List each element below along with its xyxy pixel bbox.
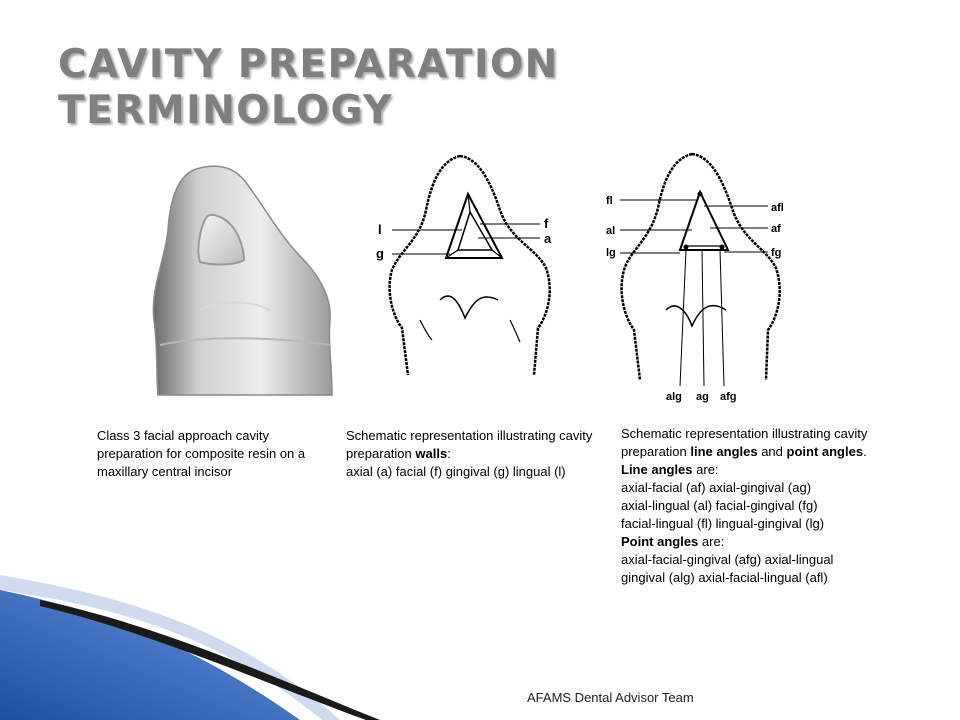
walls-schematic bbox=[370, 150, 570, 380]
label-lg: lg bbox=[606, 247, 616, 259]
caption-angles-end: . bbox=[863, 444, 867, 459]
label-f: f bbox=[544, 216, 549, 231]
title-line-1: CAVITY PREPARATION bbox=[58, 42, 559, 87]
outer-triangle bbox=[446, 194, 502, 258]
line-angles-2: axial-lingual (al) facial-gingival (fg) bbox=[621, 498, 818, 513]
caption-angles bbox=[621, 425, 881, 587]
point-angles-label: Point angles bbox=[621, 534, 699, 549]
line-angles-1: axial-facial (af) axial-gingival (ag) bbox=[621, 480, 812, 495]
line-angles-after: are: bbox=[692, 462, 719, 477]
tooth-photo bbox=[140, 160, 340, 400]
caption-angles-bold1: line angles bbox=[690, 444, 758, 459]
tooth-body bbox=[153, 166, 332, 395]
label-afl: afl bbox=[771, 202, 784, 214]
label-fl: fl bbox=[606, 195, 613, 207]
label-ag: ag bbox=[696, 391, 709, 403]
label-afg: afg bbox=[720, 391, 737, 403]
label-a: a bbox=[544, 231, 552, 246]
caption-angles-mid: and bbox=[757, 444, 787, 459]
line-angles-3: facial-lingual (fl) lingual-gingival (lg) bbox=[621, 516, 825, 531]
label-al: al bbox=[606, 225, 616, 237]
outer-triangle bbox=[680, 192, 728, 250]
page-title bbox=[58, 42, 818, 134]
caption-photo bbox=[97, 427, 329, 481]
caption-walls bbox=[346, 427, 596, 481]
caption-walls-bold: walls bbox=[415, 446, 448, 461]
angles-schematic bbox=[600, 150, 800, 410]
caption-photo-text: Class 3 facial approach cavity preparation for composite resin on a maxillary central incisor bbox=[97, 428, 306, 479]
tooth-outline bbox=[390, 156, 550, 375]
label-fg: fg bbox=[771, 247, 782, 259]
caption-walls-after: : bbox=[447, 446, 451, 461]
caption-angles-bold2: point angles bbox=[786, 444, 864, 459]
caption-walls-line2: axial (a) facial (f) gingival (g) lingual (l) bbox=[346, 464, 566, 479]
point-angles-1: axial-facial-gingival (afg) axial-lingual bbox=[621, 552, 834, 567]
label-g: g bbox=[376, 246, 384, 261]
label-af: af bbox=[771, 223, 781, 235]
footer-text: AFAMS Dental Advisor Team bbox=[527, 690, 694, 705]
point-angles-after: are: bbox=[698, 534, 725, 549]
label-l: l bbox=[378, 222, 382, 237]
caption-angles-intro: Schematic representation illustrating cavity preparation bbox=[621, 426, 868, 459]
title-line-2: TERMINOLOGY bbox=[58, 88, 393, 133]
line-angles-label: Line angles bbox=[621, 462, 693, 477]
caption-walls-intro: Schematic representation illustrating cavity preparation bbox=[346, 428, 593, 461]
point-angles-2: gingival (alg) axial-facial-lingual (afl) bbox=[621, 570, 828, 585]
label-alg: alg bbox=[666, 391, 682, 403]
tooth-outline bbox=[622, 154, 780, 380]
